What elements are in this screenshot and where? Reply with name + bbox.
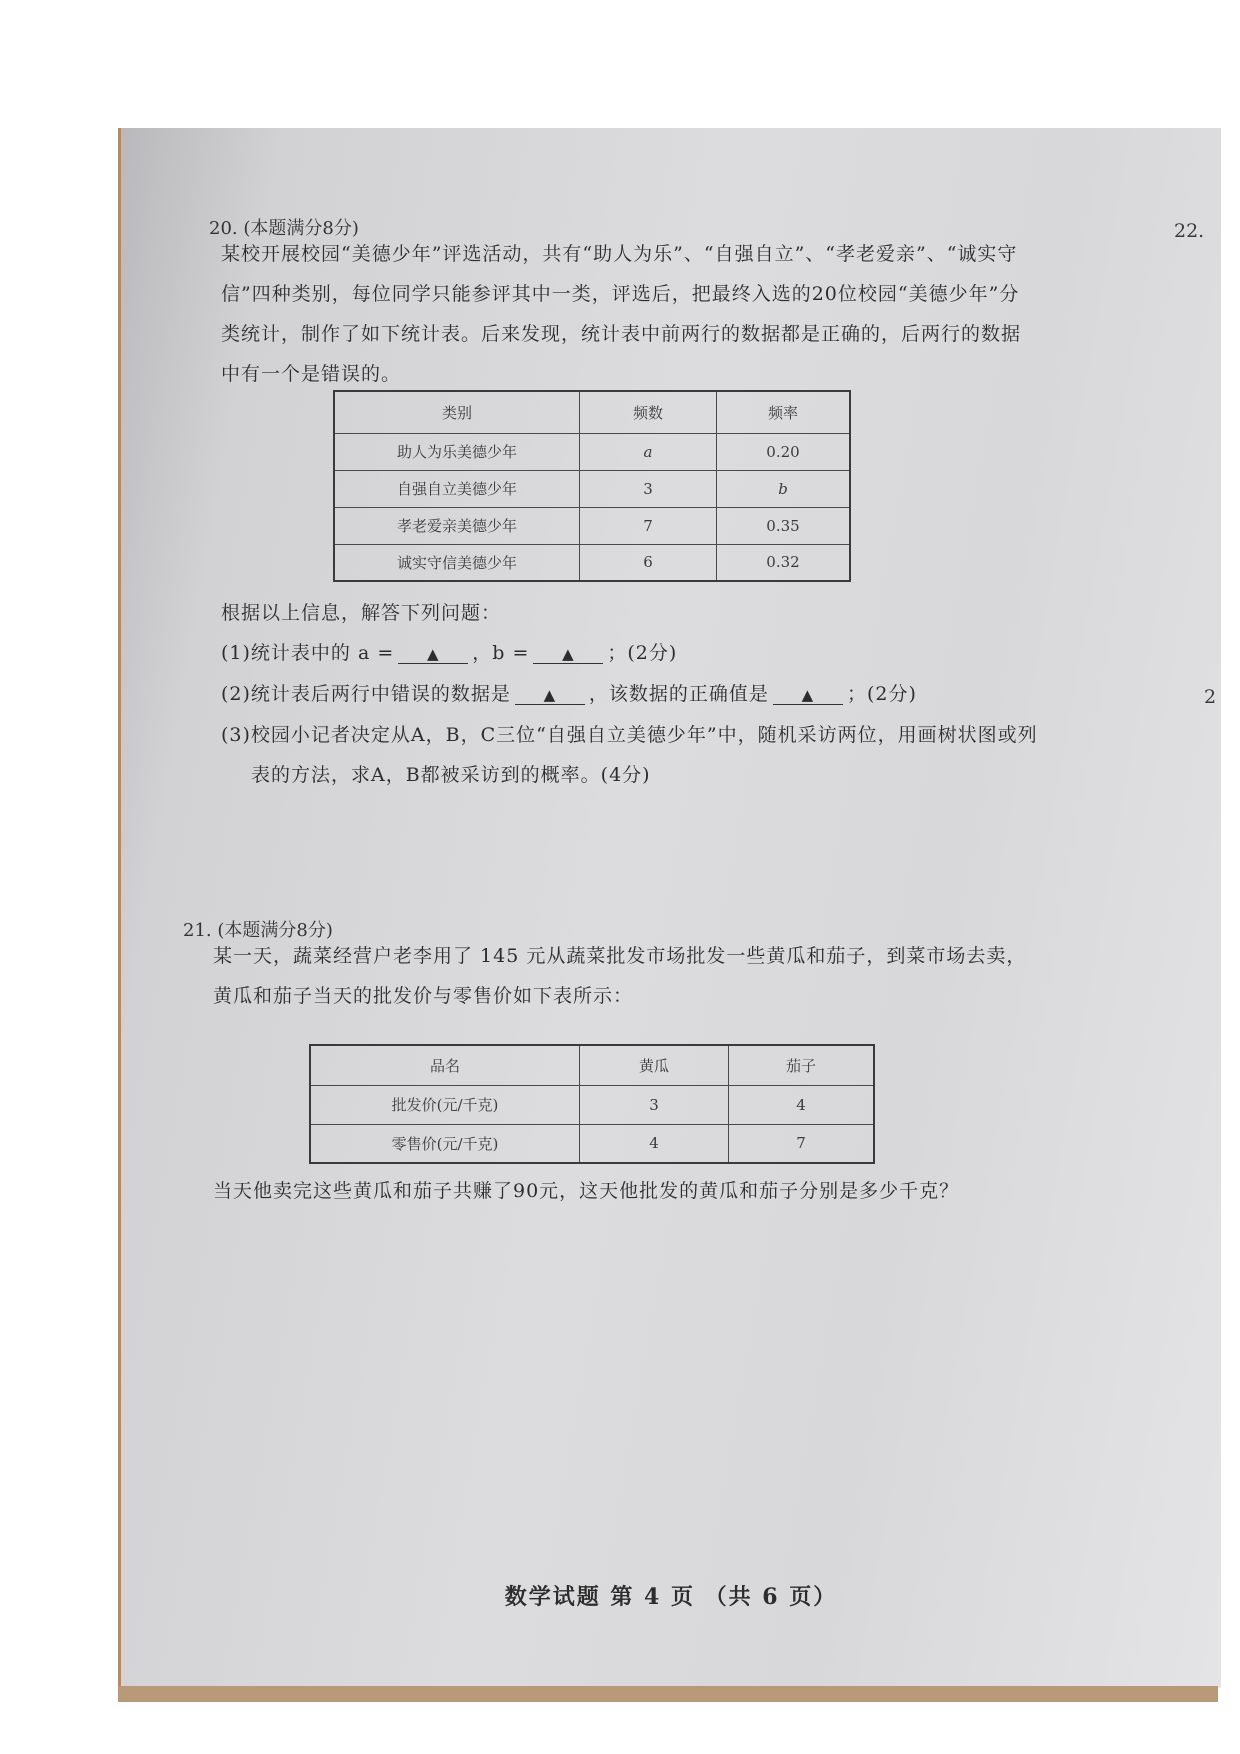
- q21-intro: [213, 936, 1026, 1016]
- table-cell: 4: [580, 1124, 729, 1163]
- table-cell: 0.20: [717, 433, 851, 470]
- table-cell: 批发价(元/千克): [310, 1085, 580, 1124]
- table-cell: b: [717, 470, 851, 507]
- page-footer: 数学试题 第 4 页 （共 6 页）: [504, 1584, 838, 1610]
- table-cell: 助人为乐美德少年: [334, 433, 580, 470]
- q21-intro-line-1: 某一天，蔬菜经营户老李用了 145 元从蔬菜批发市场批发一些黄瓜和茄子，到菜市场去卖，: [213, 945, 1027, 967]
- answer-blank: ▲: [515, 686, 585, 705]
- column-header: 类别: [334, 391, 580, 433]
- table-cell: 诚实守信美德少年: [334, 544, 580, 581]
- q20-sub2-text-a: (2)统计表后两行中错误的数据是: [221, 683, 511, 705]
- answer-blank: ▲: [398, 645, 468, 664]
- q20-stats-table: [333, 390, 851, 582]
- q20-sub1-text-b: ，b =: [472, 642, 530, 664]
- q20-sub2: [221, 679, 917, 706]
- q20-sub1-score: ；(2分): [607, 642, 678, 664]
- column-header: 频数: [580, 391, 717, 433]
- answer-blank: ▲: [773, 686, 843, 705]
- q20-intro-line-4: 中有一个是错误的。: [221, 363, 402, 385]
- q20-sub3-line-2: 表的方法，求A，B都被采访到的概率。(4分): [251, 764, 651, 786]
- table-cell: 6: [580, 544, 717, 581]
- q20-sub2-score: ；(2分): [846, 683, 917, 705]
- next-column-question-number: 22.: [1174, 220, 1205, 242]
- q20-sub2-text-b: ，该数据的正确值是: [588, 683, 769, 705]
- table-cell: 零售价(元/千克): [310, 1124, 580, 1163]
- q21-intro-line-2: 黄瓜和茄子当天的批发价与零售价如下表所示：: [213, 985, 634, 1007]
- answer-blank: ▲: [533, 645, 603, 664]
- column-header: 茄子: [729, 1045, 875, 1085]
- table-row: [310, 1085, 874, 1124]
- q20-sub1: [221, 638, 677, 665]
- table-cell: 7: [729, 1124, 875, 1163]
- q20-sub3-line-1: (3)校园小记者决定从A，B，C三位“自强自立美德少年”中，随机采访两位，用画树状图或列: [221, 724, 1038, 746]
- q20-sub1-text-a: (1)统计表中的 a =: [221, 642, 395, 664]
- q21-question: 当天他卖完这些黄瓜和茄子共赚了90元，这天他批发的黄瓜和茄子分别是多少千克？: [213, 1180, 960, 1202]
- table-row: [334, 544, 850, 581]
- desk-edge: [118, 1686, 1218, 1702]
- table-cell: 自强自立美德少年: [334, 470, 580, 507]
- table-cell: 0.35: [717, 507, 851, 544]
- column-header: 品名: [310, 1045, 580, 1085]
- q20-intro-line-3: 类统计，制作了如下统计表。后来发现，统计表中前两行的数据都是正确的，后两行的数据: [221, 323, 1022, 345]
- table-row: [334, 433, 850, 470]
- table-cell: a: [580, 433, 717, 470]
- exam-page: [118, 128, 1221, 1688]
- table-cell: 孝老爱亲美德少年: [334, 507, 580, 544]
- q20-intro-line-1: 某校开展校园“美德少年”评选活动，共有“助人为乐”、“自强自立”、“孝老爱亲”、“诚实守: [221, 243, 1018, 265]
- q21-header: 21. (本题满分8分): [183, 920, 333, 941]
- q20-intro-line-2: 信”四种类别，每位同学只能参评其中一类，评选后，把最终入选的20位校园“美德少年”分: [221, 283, 1020, 305]
- table-cell: 7: [580, 507, 717, 544]
- table-cell: 4: [729, 1085, 875, 1124]
- next-column-fragment: 2: [1204, 686, 1217, 708]
- q21-price-table: [309, 1044, 875, 1164]
- table-row: [334, 470, 850, 507]
- q20-header: 20. (本题满分8分): [209, 218, 359, 239]
- column-header: 黄瓜: [580, 1045, 729, 1085]
- table-header-row: [310, 1045, 874, 1085]
- table-cell: 3: [580, 470, 717, 507]
- column-header: 频率: [717, 391, 851, 433]
- q20-intro: [221, 234, 1021, 394]
- table-cell: 0.32: [717, 544, 851, 581]
- table-header-row: [334, 391, 850, 433]
- table-row: [310, 1124, 874, 1163]
- table-row: [334, 507, 850, 544]
- q20-prompt: 根据以上信息，解答下列问题：: [221, 602, 502, 624]
- table-cell: 3: [580, 1085, 729, 1124]
